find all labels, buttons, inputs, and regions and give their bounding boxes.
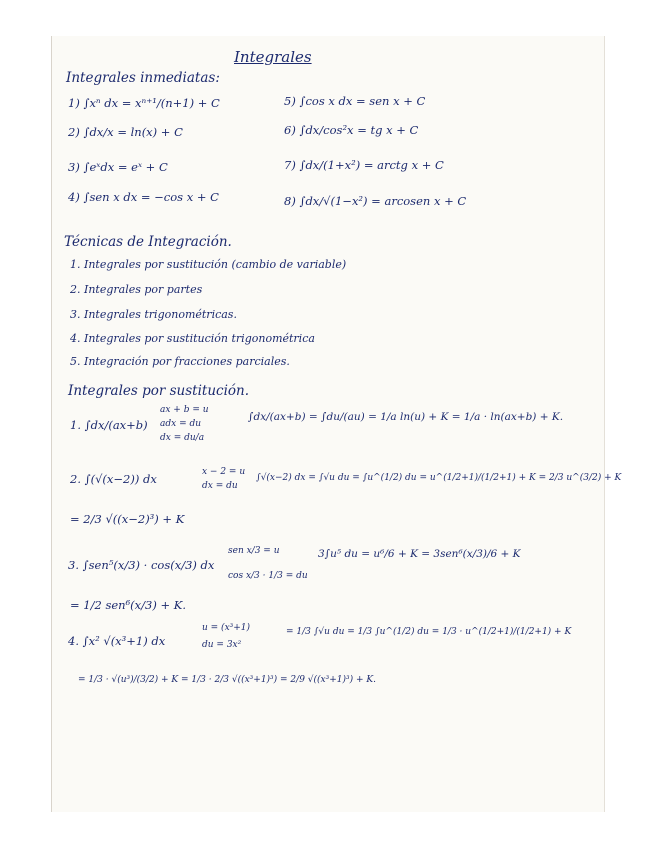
technique-4: 4. Integrales por sustitución trigonométrica — [70, 332, 315, 345]
ex2-sub-2: dx = du — [202, 481, 238, 491]
ex1-sub-3: dx = du/a — [160, 433, 205, 443]
ex3-integral: 3. ∫sen⁵(x/3) · cos(x/3) dx — [68, 558, 215, 572]
ex4-sub-2: du = 3x² — [202, 640, 242, 650]
ex1-sub-2: adx = du — [160, 419, 202, 429]
ex2-result: = 2/3 √((x−2)³) + K — [70, 512, 185, 526]
formula-4: 4) ∫sen x dx = −cos x + C — [68, 190, 219, 204]
ex1-integral: 1. ∫dx/(ax+b) — [70, 418, 148, 432]
immediate-heading: Integrales inmediatas: — [66, 70, 220, 86]
formula-8: 8) ∫dx/√(1−x²) = arcosen x + C — [284, 194, 467, 208]
ex3-sub-1: sen x/3 = u — [228, 546, 280, 556]
techniques-heading: Técnicas de Integración. — [64, 234, 232, 250]
technique-5: 5. Integración por fracciones parciales. — [70, 355, 290, 368]
ex4-result: = 1/3 · √(u³)/(3/2) + K = 1/3 · 2/3 √((x³+1)³) = 2/9 √((x³+1)³) + K. — [78, 675, 376, 685]
formula-5: 5) ∫cos x dx = sen x + C — [284, 94, 426, 108]
technique-2: 2. Integrales por partes — [70, 283, 203, 296]
ex3-result: = 1/2 sen⁶(x/3) + K. — [70, 598, 187, 612]
ex4-sub-1: u = (x³+1) — [202, 623, 251, 633]
ex2-solution: ∫√(x−2) dx = ∫√u du = ∫u^(1/2) du = u^(1/2+1)/(1/2+1) + K = 2/3 u^(3/2) + K — [256, 473, 622, 483]
substitution-heading: Integrales por sustitución. — [68, 383, 250, 399]
ex1-solution: ∫dx/(ax+b) = ∫du/(au) = 1/a ln(u) + K = 1/a · ln(ax+b) + K. — [248, 411, 564, 423]
formula-6: 6) ∫dx/cos²x = tg x + C — [284, 123, 419, 137]
formula-7: 7) ∫dx/(1+x²) = arctg x + C — [284, 158, 444, 172]
ex1-sub-1: ax + b = u — [160, 405, 209, 415]
ex3-solution: 3∫u⁵ du = u⁶/6 + K = 3sen⁶(x/3)/6 + K — [318, 548, 521, 560]
formula-2: 2) ∫dx/x = ln(x) + C — [68, 125, 183, 139]
ex4-solution: = 1/3 ∫√u du = 1/3 ∫u^(1/2) du = 1/3 · u^(1/2+1)/(1/2+1) + K — [286, 627, 572, 637]
ex2-sub-1: x − 2 = u — [202, 467, 246, 477]
ex3-sub-2: cos x/3 · 1/3 = du — [228, 571, 308, 581]
technique-3: 3. Integrales trigonométricas. — [70, 308, 237, 321]
page-title: Integrales — [234, 48, 312, 66]
ex2-integral: 2. ∫(√(x−2)) dx — [70, 472, 157, 486]
formula-3: 3) ∫eˣdx = eˣ + C — [68, 160, 168, 174]
ex4-integral: 4. ∫x² √(x³+1) dx — [68, 634, 166, 648]
formula-1: 1) ∫xⁿ dx = xⁿ⁺¹/(n+1) + C — [68, 96, 220, 110]
technique-1: 1. Integrales por sustitución (cambio de variable) — [70, 258, 347, 271]
